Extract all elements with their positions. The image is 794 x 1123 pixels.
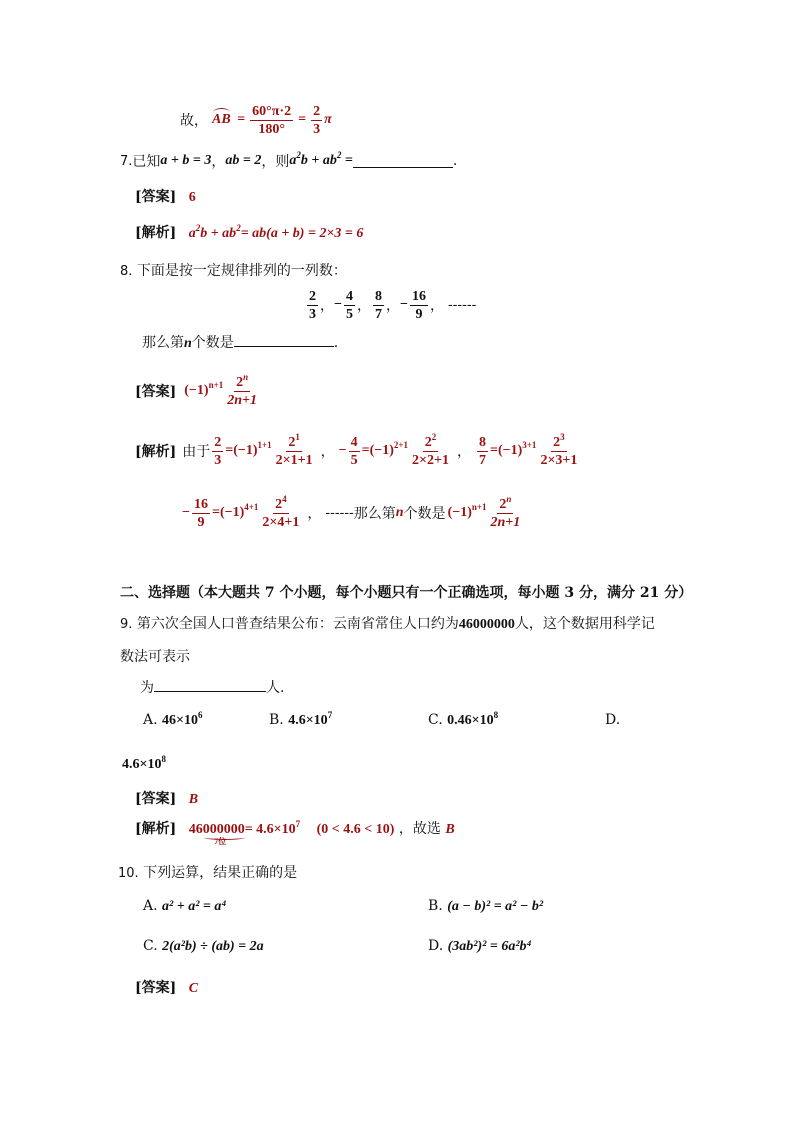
q8-answer-base: $(-1)^{n+1}$ <box>184 380 224 398</box>
q9-option-c[interactable]: C. $0.46\times 10^8$ <box>428 710 499 728</box>
q7-sep: ， <box>211 154 226 170</box>
q10-question: 10. 下列运算，结果正确的是 <box>118 865 298 881</box>
q9-answer-value: B <box>188 792 199 807</box>
q8-comma: ， <box>385 298 400 314</box>
q9-answer <box>135 788 198 808</box>
q10-option-c[interactable]: C. 2(a²b) ÷ (ab) = 2a <box>143 938 264 954</box>
q9-analysis: [解析] 46000000 7位 = $4.6\times 10^7$ (0 < 4.6 < 10) ，故选 B <box>135 819 455 846</box>
q9-question-line3: 为 人. <box>140 680 285 696</box>
q8-comma: ， <box>429 298 444 314</box>
q8-text: 下面是按一定规律排列的一列数： <box>136 263 347 279</box>
q8-seq-term: $\frac{2}{3}$ <box>309 288 316 322</box>
q8-tail-fraction: $\frac{2^n}{2n+1}$ <box>490 493 521 530</box>
q7-end: . <box>452 153 458 169</box>
q7-number: 7. <box>120 153 133 169</box>
q8-answer <box>135 370 261 412</box>
q9-question-line2: 数法可表示 <box>120 649 190 665</box>
q7-answer-value: 6 <box>188 190 196 205</box>
q7-answer <box>135 186 196 206</box>
arc-prefix: 故， <box>180 113 208 129</box>
q9-analysis-label: [解析] <box>135 821 177 837</box>
q7-text2: ，则 <box>261 154 290 170</box>
q9-option-d-label[interactable]: D. <box>605 712 621 728</box>
q8-seq-term: $\frac{4}{5}$ <box>345 288 353 322</box>
q8-sign: − <box>334 297 342 312</box>
q8-answer-blank <box>234 334 334 347</box>
q8-analysis-line2: − $\frac{16}{9}$ $=(-1)^{4+1}$ $\frac{2^4}{2\times 4+1}$ ， ------ 那么第 n 个数是 $(-1)^{n+1}$ $\frac{2^n}{2n+1}$ <box>182 493 521 530</box>
q8-seq-term: $\frac{8}{7}$ <box>374 288 382 322</box>
q7-text1: 已知 <box>132 154 161 170</box>
q10-number: 10. <box>118 866 139 881</box>
q7-analysis <box>135 222 363 242</box>
arc-result-fraction <box>311 103 322 138</box>
q10-option-a[interactable]: A. a² + a² = a⁴ <box>143 898 227 914</box>
q8-sign: − <box>399 297 408 312</box>
q10-answer-value: C <box>188 981 199 996</box>
q8-seq-term: $\frac{16}{9}$ <box>411 288 426 322</box>
q8-analysis-term: $\frac{16}{9}$ <box>193 496 208 530</box>
q10-answer <box>135 977 198 997</box>
arc-length-line <box>180 100 332 140</box>
arc-denominator: 180° <box>258 121 285 137</box>
q7-answer-label: [答案] <box>135 189 177 205</box>
arc-eq: = <box>237 112 246 127</box>
q8-comma: ， <box>320 298 334 314</box>
q9-number: 9. <box>120 617 133 632</box>
arc-result-den: 3 <box>313 121 321 137</box>
q7-analysis-expr: $a^2b + ab^2= ab(a + b) = 2\times 3 = 6$ <box>188 223 364 241</box>
q9-option-d-value[interactable]: $4.6\times 10^8$ <box>122 754 166 772</box>
q8-question <box>120 260 347 280</box>
q8-answer-fraction: $\frac{2^n}{2n+1}$ <box>227 371 257 408</box>
q8-dots: ------ <box>447 297 477 313</box>
q7-question <box>120 150 457 172</box>
q8-analysis-term: $\frac{8}{7}$ <box>479 434 487 468</box>
arc-eq2: = <box>298 112 307 127</box>
q8-answer-label: [答案] <box>135 384 177 400</box>
q9-question: 9. 第六次全国人口普查结果公布：云南省常住人口约为46000000人，这个数据用科学记 <box>120 616 655 632</box>
q8-analysis-label: [解析] <box>135 444 177 460</box>
arc-fraction <box>250 103 293 138</box>
q10-option-b[interactable]: B. (a − b)² = a² − b² <box>428 898 544 914</box>
q8-comma: ， <box>356 298 371 314</box>
q8-number: 8. <box>120 264 133 279</box>
q7-expr2: ab = 2 <box>225 153 262 168</box>
q8-sequence <box>305 284 476 326</box>
q7-expr3: $a^2b + ab^2$ = <box>289 150 353 168</box>
section2-title: 二、选择题（本大题共 7 个小题，每个小题只有一个正确选项，每小题 3 分，满分 21 分） <box>120 585 693 601</box>
arc-numerator: 60°π·2 <box>252 103 292 119</box>
q9-answer-blank <box>154 679 266 692</box>
q7-answer-blank <box>353 155 453 168</box>
arc-pi: π <box>324 112 332 127</box>
q9-option-a[interactable]: A. $46\times 10^6$ <box>143 710 203 728</box>
arc-result-num: 2 <box>313 103 321 119</box>
q7-analysis-label: [解析] <box>135 225 177 241</box>
q9-option-b[interactable]: B. $4.6\times 10^7$ <box>269 710 333 728</box>
q10-answer-label: [答案] <box>135 980 177 996</box>
q9-digit-brace: 6000000 7位 <box>195 822 245 846</box>
q8-analysis-line1: [解析] 由于 $\frac{2}{3}$ $=(-1)^{1+1}$ $\frac{2^1}{2\times 1+1}$ ， − $\frac{4}{5}$ $=(-1)^{2+1}$ $\frac{2^2}{2\times 2+1}$ ， $\frac{8}{7}$ $=(-1)^{3+1}$ $\frac{2^3}{2\times 3+1}$ <box>135 431 578 468</box>
q10-option-d[interactable]: D. (3ab²)² = 6a²b⁴ <box>428 938 532 954</box>
q8-prompt: 那么第n个数是 . <box>142 335 339 351</box>
q7-expr1: a + b = 3 <box>160 153 212 168</box>
q9-answer-label: [答案] <box>135 791 177 807</box>
q8-analysis-term: $\frac{4}{5}$ <box>350 434 358 468</box>
arc-ab-label: AB <box>212 112 231 127</box>
q8-analysis-term: $\frac{2}{3}$ <box>214 434 222 468</box>
